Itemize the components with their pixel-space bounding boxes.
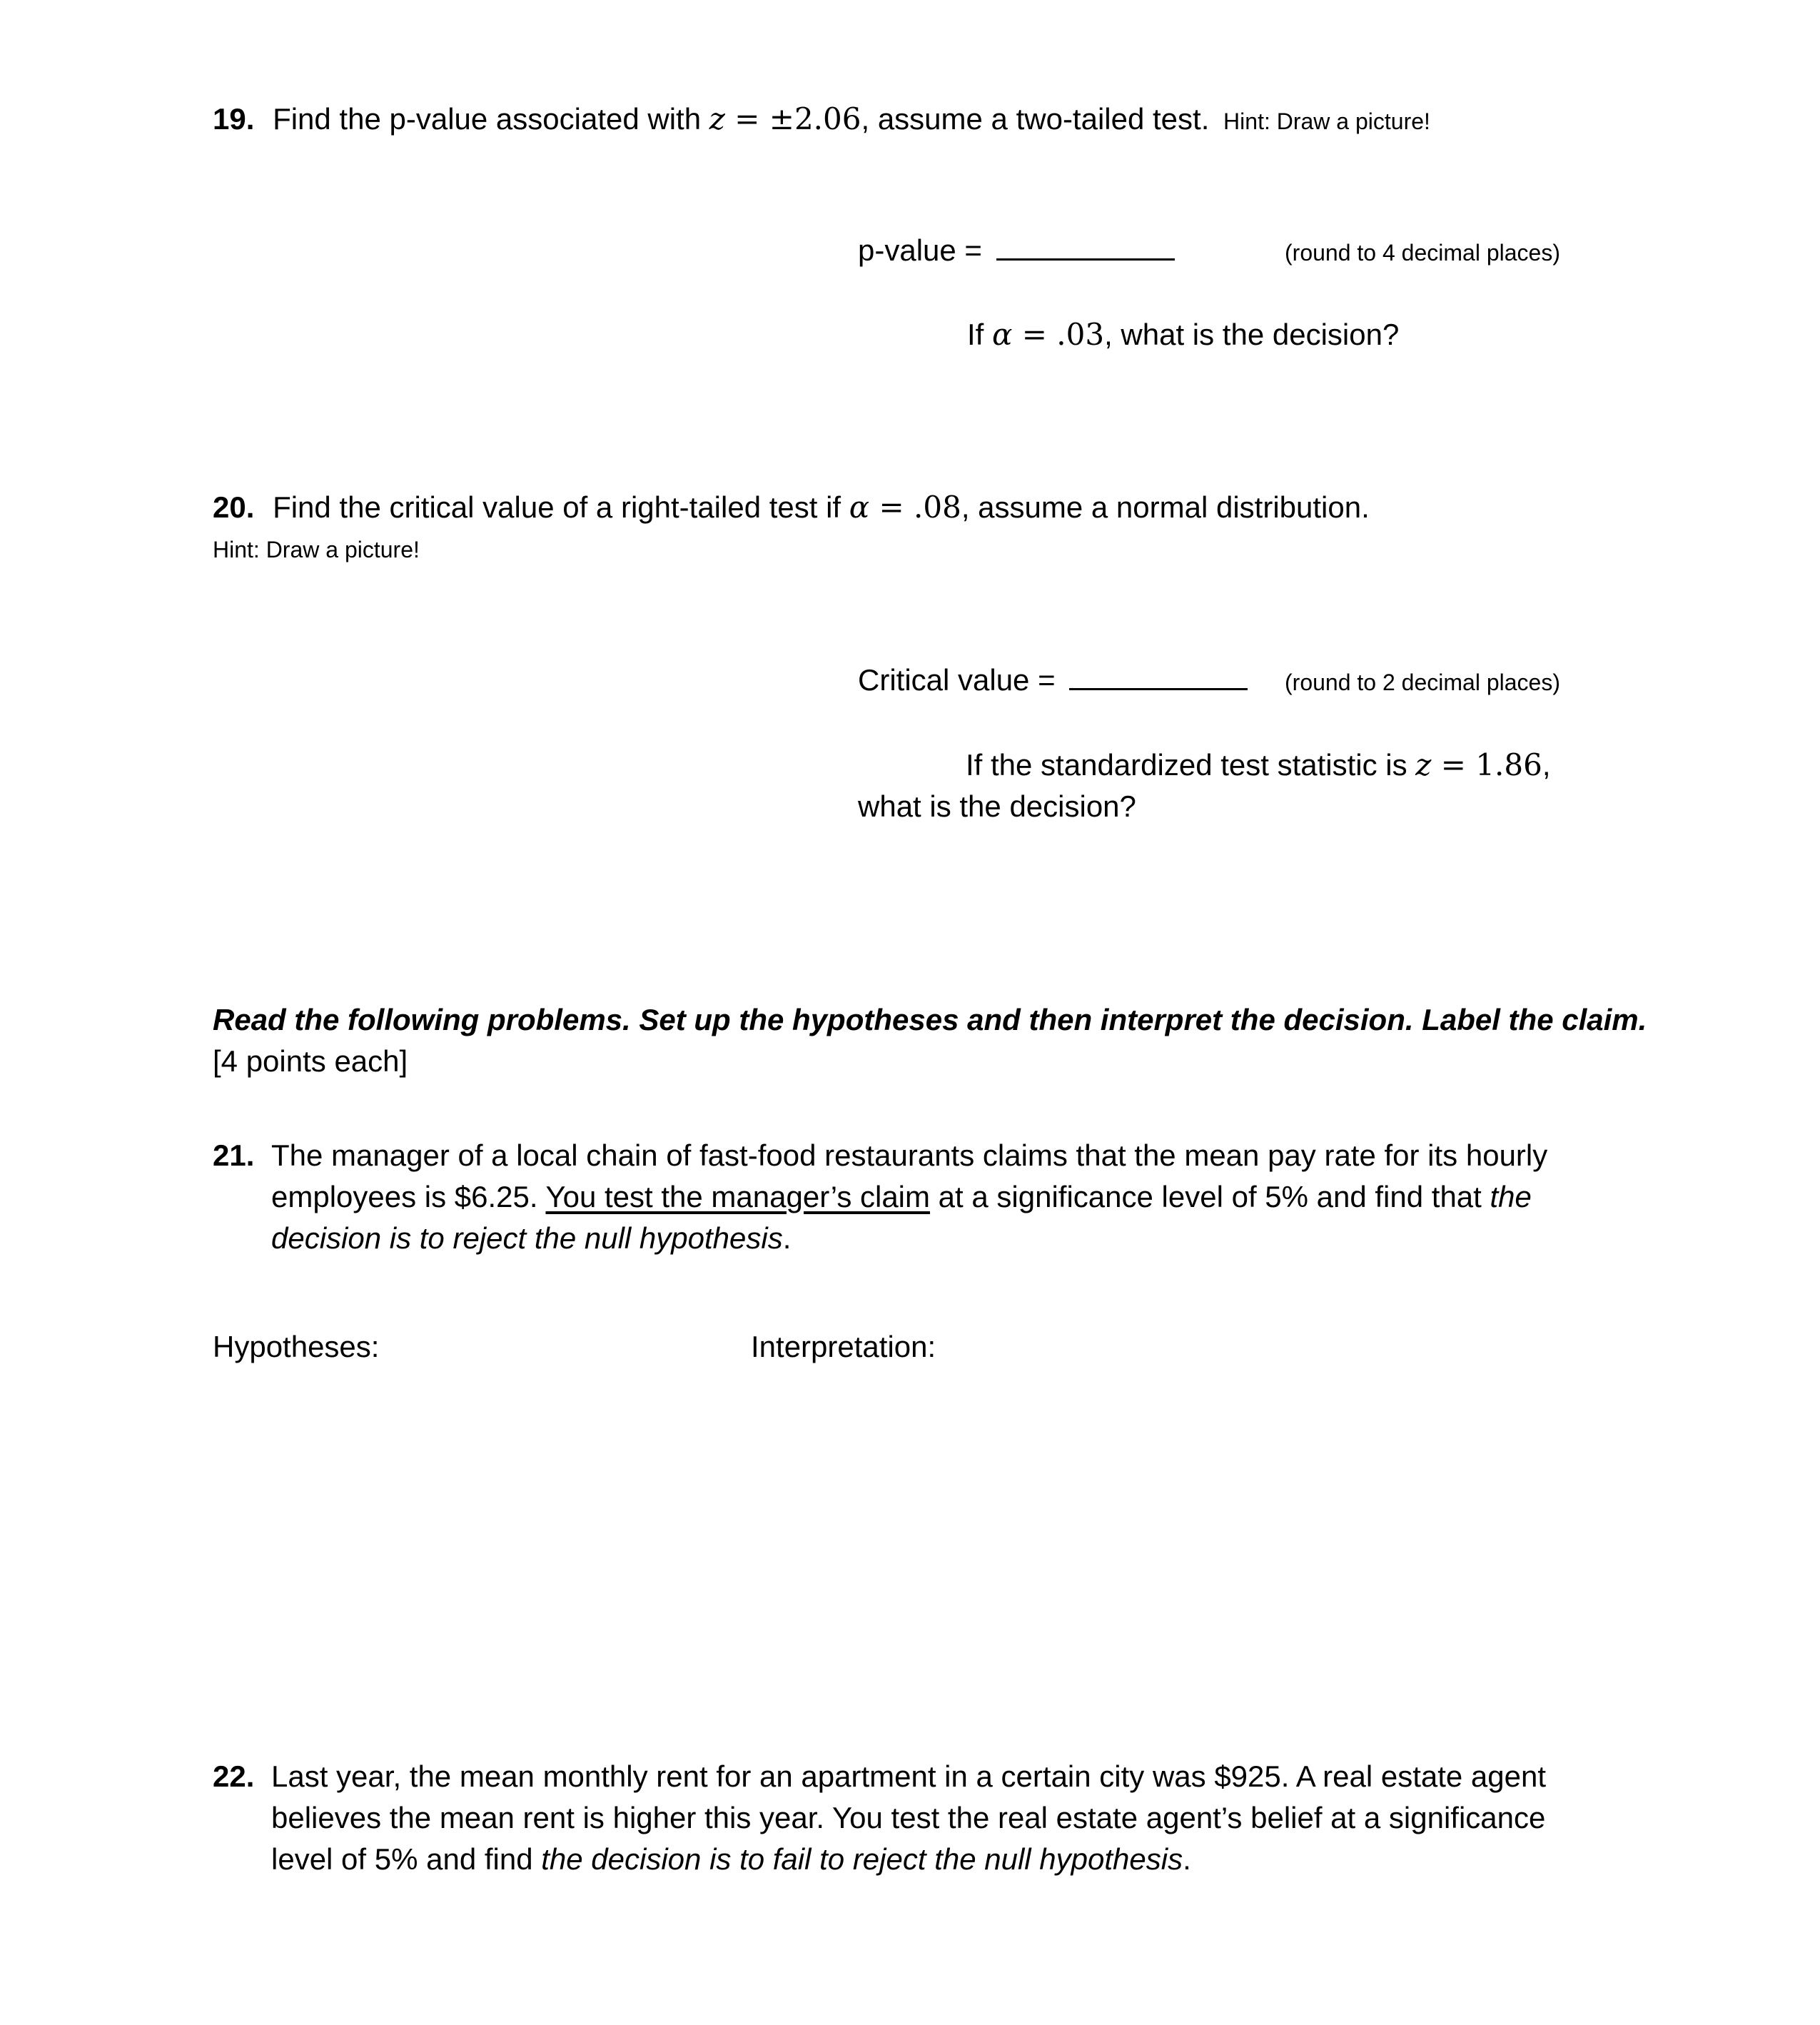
text-segment: . [782,1221,792,1255]
decision-question: what is the decision? [858,789,1136,823]
question-22-line-1: Last year, the mean monthly rent for an apartment in a certain city was $925. A real estate agent [271,1759,1547,1793]
interpretation-label: Interpretation: [751,1330,936,1363]
italic-segment: the decision is to fail to reject the null hypothesis [541,1842,1183,1876]
math-variable: z [709,101,725,136]
question-number: 19. [213,102,255,136]
text-segment: employees is $6.25. [271,1180,546,1213]
italic-segment: the [1490,1180,1532,1213]
math-variable: z [1415,747,1432,782]
question-22-line-2: believes the mean rent is higher this year. You test the real estate agent’s belief at a significance [271,1801,1546,1834]
question-20-decision [966,744,1551,786]
p-value-answer [858,230,1175,271]
hint-text: Hint: Draw a picture! [1223,108,1430,134]
question-text: Find the critical value of a right-tailed test if [273,490,849,524]
math-variable: α [992,317,1013,352]
round-note: (round to 2 decimal places) [1285,670,1560,695]
question-21-line-2 [271,1176,1532,1218]
italic-segment: decision is to reject the null hypothesis [271,1221,783,1255]
question-20-prompt [213,487,1370,528]
decision-text: If the standardized test statistic is [966,748,1416,782]
text-segment: at a significance level of 5% and find that [930,1180,1490,1213]
math-expression: = ±2.06 [724,101,861,136]
answer-label: p-value = [858,233,982,267]
math-expression: = 1.86 [1431,747,1542,782]
decision-text-end: , what is the decision? [1104,318,1400,351]
math-expression: = .08 [869,490,961,525]
question-number: 22. [213,1759,255,1793]
text-segment: . [1183,1842,1191,1876]
answer-blank[interactable] [1069,687,1248,690]
decision-text: If [967,318,993,351]
answer-label: Critical value = [858,663,1056,697]
question-text: Find the p-value associated with [273,102,709,136]
instructions-heading: Read the following problems. Set up the hypotheses and then interpret the decision. Label the claim. [213,1003,1647,1036]
question-19-decision [967,314,1399,355]
round-note: (round to 4 decimal places) [1285,240,1560,266]
answer-blank[interactable] [996,258,1175,261]
critical-value-answer [858,660,1248,701]
math-variable: α [849,490,870,525]
underlined-claim: You test the manager’s claim [545,1180,931,1213]
hint-text: Hint: Draw a picture! [213,537,420,562]
question-21-line-3 [271,1218,791,1259]
decision-text-end: , [1542,748,1551,782]
question-22-line-3 [271,1839,1191,1880]
question-19-prompt [213,99,1430,140]
points-note: [4 points each] [213,1044,408,1078]
hypotheses-label: Hypotheses: [213,1330,380,1363]
question-21-line-1: The manager of a local chain of fast-food restaurants claims that the mean pay rate for its hourly [271,1138,1548,1172]
math-expression: = .03 [1012,317,1105,352]
question-number: 21. [213,1138,255,1172]
question-number: 20. [213,490,255,524]
question-text-end: , assume a normal distribution. [961,490,1370,524]
text-segment: level of 5% and find [271,1842,542,1876]
question-text-end: , assume a two-tailed test. [861,102,1210,136]
